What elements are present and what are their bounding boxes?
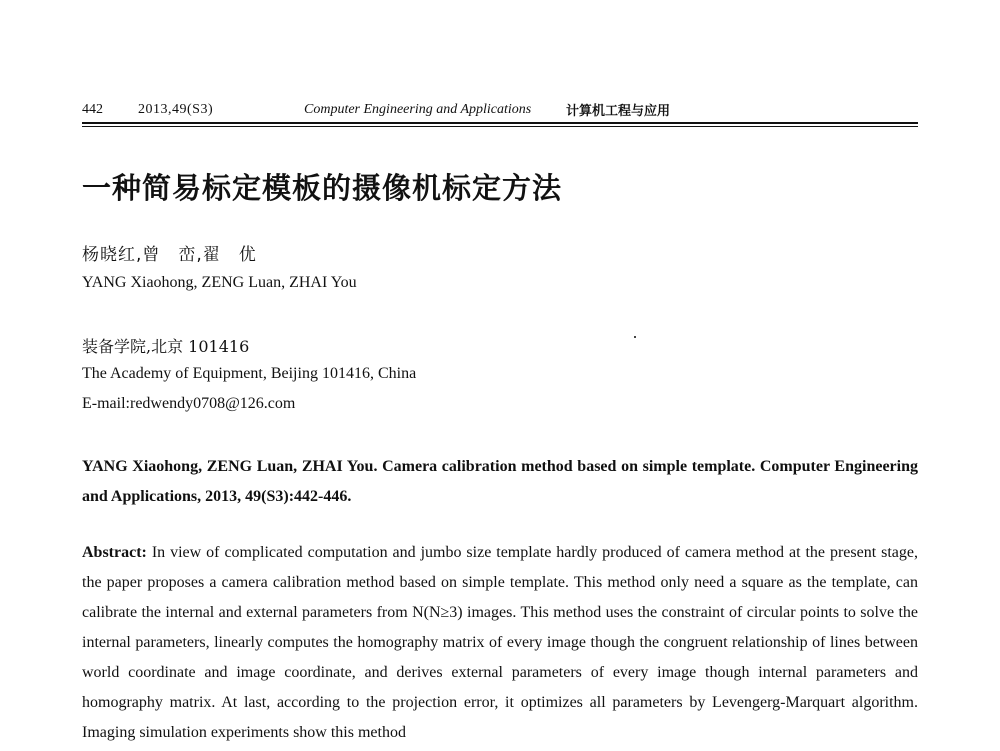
abstract-label: Abstract: xyxy=(82,544,147,561)
authors-english: YANG Xiaohong, ZENG Luan, ZHAI You xyxy=(82,274,357,291)
volume-issue: 2013,49(S3) xyxy=(138,102,214,117)
journal-name-cn: 计算机工程与应用 xyxy=(566,104,671,119)
page-number: 442 xyxy=(82,102,103,117)
affiliation-english: The Academy of Equipment, Beijing 101416, China xyxy=(82,365,417,382)
journal-name-en: Computer Engineering and Applications xyxy=(304,102,532,117)
header-rule-thin xyxy=(82,126,918,127)
author-email: E-mail:redwendy0708@126.com xyxy=(82,395,296,412)
paper-title: 一种简易标定模板的摄像机标定方法 xyxy=(82,171,563,205)
scan-speck xyxy=(634,336,636,338)
abstract-text: In view of complicated computation and jumbo size template hardly produced of camera method at the present stage, the paper proposes a camera calibration method based on simple template. This method only need a square as the template, can calibrate the internal and external parameters from N(N≥3) images. This method uses the constraint of circular points to solve the internal parameters, linearly computes the homography matrix of every image though the congruent relationship of lines between world coordinate and image coordinate, and derives external parameters of every image though internal parameters and homography matrix. At last, according to the projection error, it optimizes all parameters by Levengerg-Marquart algorithm. Imaging simulation experiments show this method xyxy=(82,544,918,741)
running-header xyxy=(82,98,918,120)
authors-chinese: 杨晓红,曾 峦,翟 优 xyxy=(82,245,257,265)
citation: YANG Xiaohong, ZENG Luan, ZHAI You. Camera calibration method based on simple template. Computer Engineering and Applications, 2013, 49(S3):442-446. xyxy=(82,458,918,505)
affiliation-chinese: 装备学院,北京 101416 xyxy=(82,337,250,356)
header-rule-thick xyxy=(82,122,918,124)
abstract xyxy=(82,538,918,748)
